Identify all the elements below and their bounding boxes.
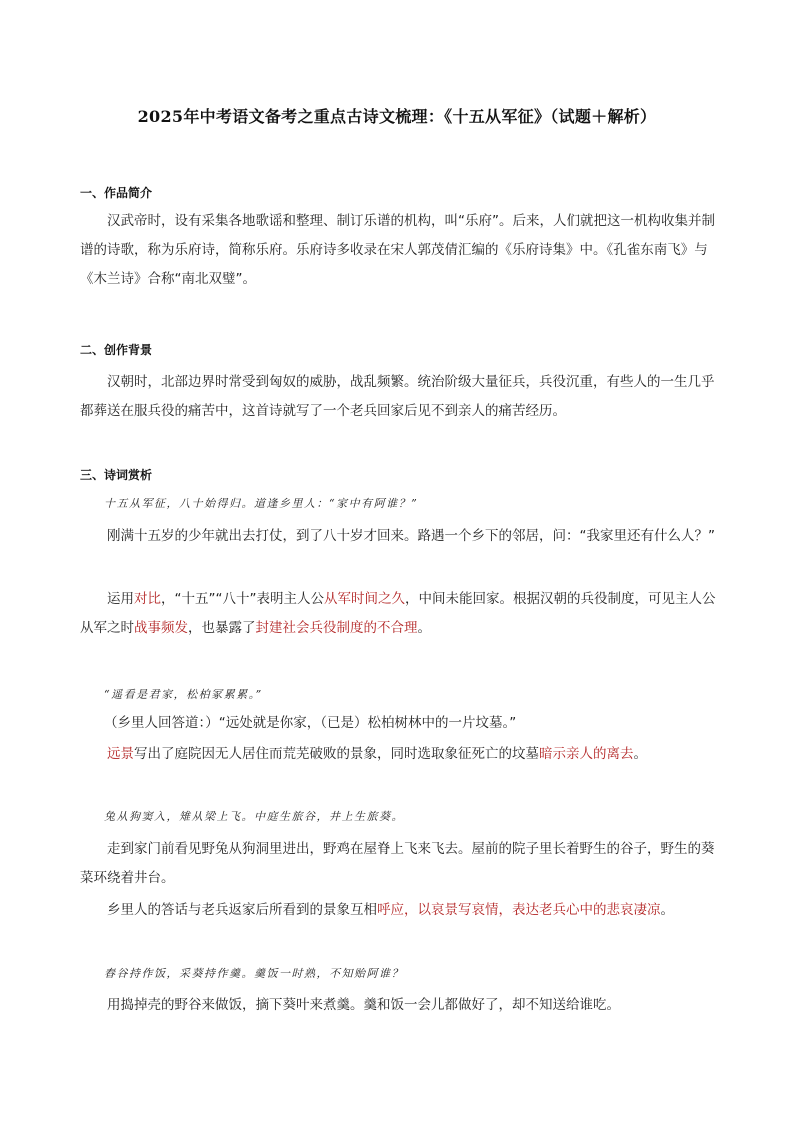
analysis-2: 远景写出了庭院因无人居住而荒芜破败的景象，同时选取象征死亡的坟墓暗示亲人的离去。 [107, 746, 647, 762]
translation-4: 用捣掉壳的野谷来做饭，摘下葵叶来煮羹。羹和饭一会儿都做好了，却不知送给谁吃。 [107, 997, 620, 1013]
poem-line-2: “遥看是君家，松柏冢累累。” [104, 688, 263, 701]
section-heading-intro: 一、作品简介 [80, 186, 153, 200]
page-title: 2025年中考语文备考之重点古诗文梳理：《十五从军征》（试题＋解析） [137, 107, 657, 126]
poem-line-1: 十五从军征，八十始得归。道逢乡里人：“家中有阿谁？” [104, 497, 419, 510]
background-paragraph: 汉朝时，北部边界时常受到匈奴的威胁，战乱频繁。统治阶级大量征兵，兵役沉重，有些人的一生几乎都葬送在服兵役的痛苦中，这首诗就写了一个老兵回家后见不到亲人的痛苦经历。 [80, 374, 715, 419]
section-heading-background: 二、创作背景 [80, 343, 153, 357]
analysis-1: 运用对比，“十五”“八十”表明主人公从军时间之久，中间未能回家。根据汉朝的兵役制度，可见主人公从军之时战事频发，也暴露了封建社会兵役制度的不合理。 [80, 591, 716, 636]
analysis-3: 乡里人的答话与老兵返家后所看到的景象互相呼应，以哀景写哀情，表达老兵心中的悲哀凄凉。 [107, 902, 674, 918]
poem-line-4: 舂谷持作饭，采葵持作羹。羹饭一时熟，不知贻阿谁？ [104, 967, 404, 980]
section-heading-appreciation: 三、诗词赏析 [80, 468, 153, 482]
translation-1: 刚满十五岁的少年就出去打仗，到了八十岁才回来。路遇一个乡下的邻居，问：“我家里还有什么人？” [107, 528, 715, 544]
intro-paragraph: 汉武帝时，设有采集各地歌谣和整理、制订乐谱的机构，叫“乐府”。后来，人们就把这一机构收集并制谱的诗歌，称为乐府诗，简称乐府。乐府诗多收录在宋人郭茂倩汇编的《乐府诗集》中。《孔雀东南飞》与《木兰诗》合称“南北双璧”。 [80, 213, 715, 287]
poem-line-3: 兔从狗窦入，雉从梁上飞。中庭生旅谷，井上生旅葵。 [104, 810, 404, 823]
translation-3: 走到家门前看见野兔从狗洞里进出，野鸡在屋脊上飞来飞去。屋前的院子里长着野生的谷子，野生的葵菜环绕着井台。 [80, 841, 715, 886]
translation-2: （乡里人回答道：）“远处就是你家，（已是）松柏树林中的一片坟墓。” [104, 715, 517, 731]
